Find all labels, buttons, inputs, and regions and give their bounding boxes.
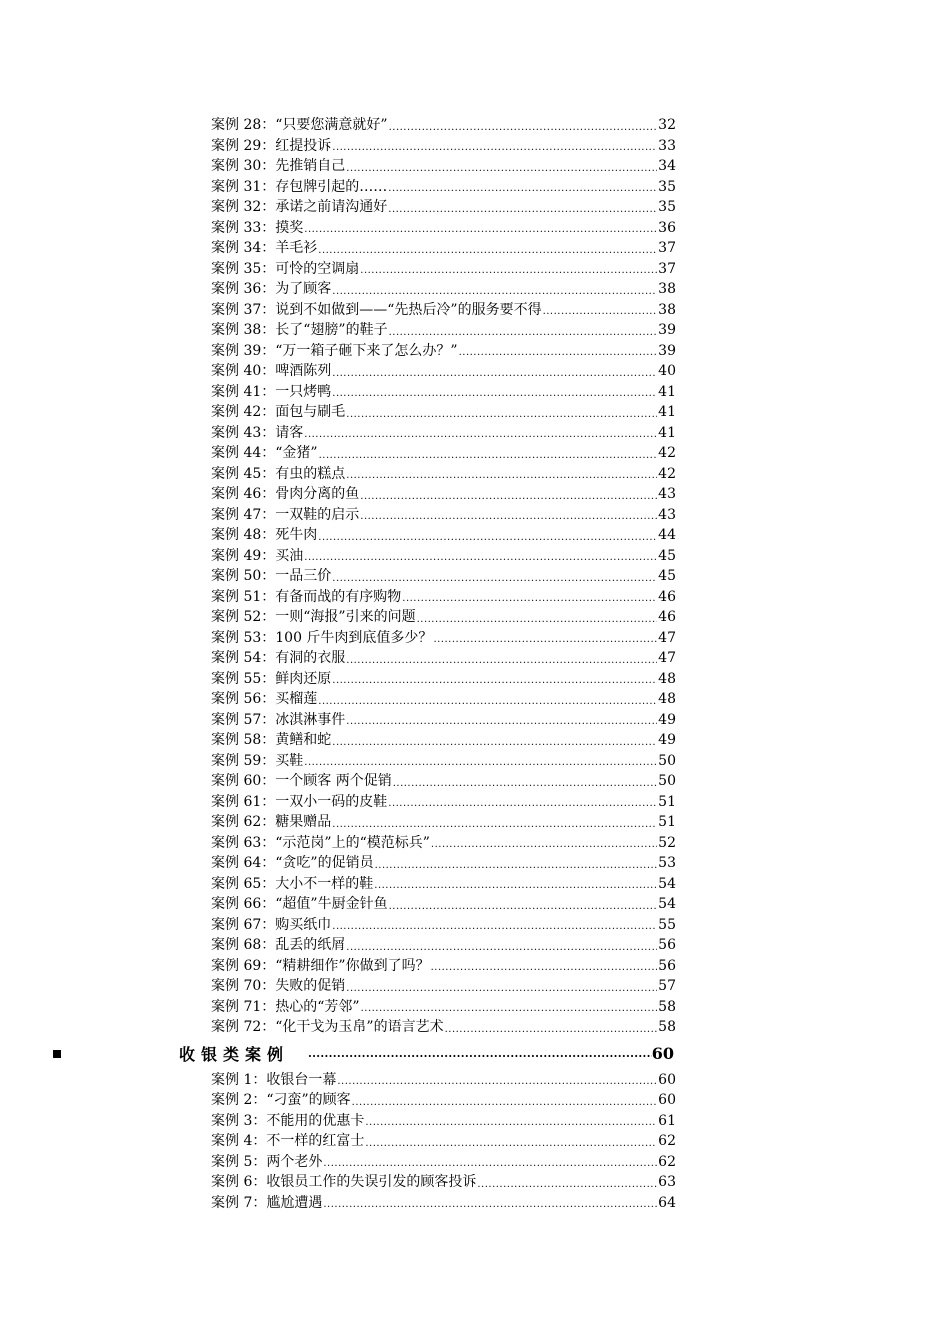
toc-entry-label: 案例 60：一个顾客 两个促销 (211, 773, 392, 789)
toc-entry[interactable] (211, 402, 676, 423)
dot-leader (308, 1047, 652, 1060)
toc-entry[interactable] (211, 566, 676, 587)
toc-entry-label: 案例 55：鲜肉还原 (211, 670, 332, 687)
dot-leader (346, 161, 657, 177)
toc-entry-label: 案例 44：“金猪” (211, 445, 318, 461)
dot-leader (346, 714, 657, 730)
toc-entry[interactable] (211, 997, 676, 1018)
toc-entry[interactable] (211, 115, 676, 136)
toc-entry-label: 案例 4：不一样的红富士 (211, 1133, 365, 1149)
toc-entry-page-number: 40 (658, 363, 676, 379)
toc-entry-page-number: 49 (658, 732, 676, 748)
toc-entry[interactable] (211, 730, 676, 751)
dot-leader (388, 796, 657, 812)
toc-entry-label: 案例 52：一则“海报”引来的问题 (211, 609, 416, 625)
toc-entry-label: 案例 58：黄鳝和蛇 (211, 732, 332, 748)
toc-entry-page-number: 50 (658, 752, 676, 769)
toc-entry[interactable] (211, 341, 676, 362)
toc-entry-label: 案例 2：“刁蛮”的顾客 (211, 1092, 351, 1108)
toc-entry-page-number: 39 (658, 322, 676, 338)
toc-entry[interactable] (211, 792, 676, 813)
toc-entry[interactable] (211, 1131, 676, 1152)
toc-entry-page-number: 45 (658, 547, 676, 564)
toc-entry-label: 案例 34：羊毛衫 (211, 240, 318, 256)
toc-entry-page-number: 54 (658, 896, 676, 912)
toc-entry-page-number: 46 (658, 609, 676, 625)
dot-leader (365, 1136, 657, 1152)
toc-entry[interactable] (211, 1152, 676, 1173)
toc-entry-label: 案例 64：“贪吃”的促销员 (211, 855, 374, 871)
toc-entry-page-number: 64 (658, 1194, 676, 1211)
toc-entry[interactable] (211, 648, 676, 669)
toc-entry-label: 案例 29：红提投诉 (211, 137, 332, 154)
dot-leader (318, 694, 657, 710)
toc-entry-page-number: 35 (658, 178, 676, 195)
toc-entry-page-number: 37 (658, 260, 676, 277)
toc-entry-label: 案例 6：收银员工作的失误引发的顾客投诉 (211, 1174, 477, 1190)
toc-entry-label: 案例 71：热心的“芳邻” (211, 998, 360, 1015)
dot-leader (346, 981, 657, 997)
dot-leader (332, 140, 657, 156)
dot-leader (319, 448, 658, 464)
toc-entry[interactable] (211, 607, 676, 628)
toc-entry[interactable] (211, 177, 676, 198)
toc-section-heading[interactable] (0, 1040, 676, 1068)
section-label: 收银类案例 (179, 1045, 290, 1064)
toc-entry-label: 案例 69：“精耕细作”你做到了吗？ (211, 957, 430, 974)
toc-entry-page-number: 62 (658, 1133, 676, 1149)
dot-leader (346, 468, 657, 484)
toc-entry[interactable] (211, 915, 676, 936)
dot-leader (332, 817, 657, 833)
toc-entry-page-number: 60 (658, 1071, 676, 1088)
toc-entry-page-number: 49 (658, 711, 676, 728)
toc-entry-page-number: 53 (658, 855, 676, 871)
toc-entry[interactable] (211, 197, 676, 218)
toc-entry-page-number: 63 (658, 1174, 676, 1190)
toc-entry-label: 案例 67：购买纸巾 (211, 916, 332, 933)
dot-leader (459, 345, 658, 361)
dot-leader (389, 120, 658, 136)
toc-entry-label: 案例 70：失败的促销 (211, 978, 346, 994)
toc-entry[interactable] (211, 238, 676, 259)
toc-entry-label: 案例 62：糖果赠品 (211, 814, 332, 830)
dot-leader (374, 878, 657, 894)
toc-entry-label: 案例 50：一品三价 (211, 568, 332, 584)
dot-leader (332, 284, 657, 300)
toc-entry-label: 案例 56：买榴莲 (211, 691, 318, 707)
dot-leader (388, 202, 657, 218)
dot-leader (332, 673, 657, 689)
toc-entry-label: 案例 63：“示范岗”上的“模范标兵” (211, 834, 430, 851)
toc-entry[interactable] (211, 1172, 676, 1193)
toc-entry-label: 案例 42：面包与刷毛 (211, 404, 346, 420)
toc-entry-label: 案例 61：一双小一码的皮鞋 (211, 793, 388, 810)
toc-entry-page-number: 41 (658, 383, 676, 400)
dot-leader (431, 837, 657, 853)
toc-entry-page-number: 46 (658, 588, 676, 605)
toc-entry-page-number: 58 (658, 1019, 676, 1035)
dot-leader (304, 427, 657, 443)
dot-leader (543, 304, 658, 320)
square-bullet-icon (53, 1050, 61, 1058)
dot-leader (431, 960, 658, 976)
section-page-number: 60 (651, 1044, 674, 1063)
toc-entry-page-number: 54 (658, 875, 676, 892)
toc-entry[interactable] (211, 853, 676, 874)
toc-entry[interactable] (211, 259, 676, 280)
toc-entry-label: 案例 28：“只要您满意就好” (211, 117, 388, 133)
toc-entry[interactable] (211, 136, 676, 157)
toc-entry-label: 案例 53：100 斤牛肉到底值多少？ (211, 629, 433, 646)
toc-entry-page-number: 51 (658, 814, 676, 830)
toc-entry-label: 案例 32：承诺之前请沟通好 (211, 199, 388, 215)
toc-entry-label: 案例 40：啤酒陈列 (211, 363, 332, 379)
dot-leader (417, 612, 658, 628)
dot-leader (332, 366, 657, 382)
toc-entry[interactable] (211, 156, 676, 177)
toc-entry-label: 案例 36：为了顾客 (211, 281, 332, 297)
dot-leader (360, 263, 657, 279)
toc-entry[interactable] (211, 443, 676, 464)
toc-entry-label: 案例 33：摸奖 (211, 219, 304, 236)
dot-leader (332, 919, 657, 935)
toc-entry[interactable] (211, 361, 676, 382)
toc-entry-page-number: 41 (658, 404, 676, 420)
dot-leader (304, 550, 657, 566)
dot-leader (318, 243, 657, 259)
table-of-contents (0, 115, 950, 1213)
toc-entry[interactable] (211, 874, 676, 895)
toc-entry-page-number: 43 (658, 486, 676, 502)
toc-entry-label: 案例 35：可怜的空调扇 (211, 260, 360, 277)
toc-entry-label: 案例 51：有备而战的有序购物 (211, 588, 402, 605)
toc-entry-page-number: 60 (658, 1092, 676, 1108)
toc-entry[interactable] (211, 300, 676, 321)
toc-entry-label: 案例 68：乱丢的纸屑 (211, 937, 346, 953)
toc-entry-label: 案例 39：“万一箱子砸下来了怎么办？” (211, 342, 458, 359)
toc-entry-page-number: 32 (658, 117, 676, 133)
toc-entry[interactable] (211, 587, 676, 608)
toc-entry[interactable] (211, 423, 676, 444)
toc-entry-page-number: 38 (658, 281, 676, 297)
toc-group-product-cases (0, 115, 950, 1038)
dot-leader (477, 1177, 657, 1193)
toc-group-cashier-cases (0, 1070, 950, 1214)
toc-entry-page-number: 61 (658, 1112, 676, 1129)
toc-entry-page-number: 34 (658, 158, 676, 174)
dot-leader (318, 530, 657, 546)
toc-entry-page-number: 51 (658, 793, 676, 810)
toc-entry[interactable] (211, 710, 676, 731)
toc-entry-page-number: 42 (658, 465, 676, 482)
toc-entry-label: 案例 5：两个老外 (211, 1153, 323, 1170)
toc-entry-label: 案例 45：有虫的糕点 (211, 465, 346, 482)
toc-entry-page-number: 47 (658, 629, 676, 646)
toc-entry-page-number: 44 (658, 527, 676, 543)
dot-leader (433, 632, 657, 648)
toc-entry[interactable] (211, 1111, 676, 1132)
toc-entry-page-number: 52 (658, 834, 676, 851)
toc-entry-page-number: 36 (658, 219, 676, 236)
toc-entry-page-number: 58 (658, 998, 676, 1015)
toc-entry-label: 案例 66：“超值”牛厨金针鱼 (211, 896, 388, 912)
toc-entry-label: 案例 72：“化干戈为玉帛”的语言艺术 (211, 1019, 444, 1035)
toc-entry[interactable] (211, 382, 676, 403)
toc-entry-page-number: 39 (658, 342, 676, 359)
dot-leader (323, 1156, 657, 1172)
toc-entry-page-number: 48 (658, 691, 676, 707)
toc-entry-page-number: 55 (658, 916, 676, 933)
dot-leader (375, 858, 658, 874)
dot-leader (445, 1022, 658, 1038)
dot-leader (304, 222, 657, 238)
toc-entry-page-number: 56 (658, 957, 676, 974)
toc-entry-page-number: 42 (658, 445, 676, 461)
toc-entry-page-number: 37 (658, 240, 676, 256)
toc-entry-page-number: 50 (658, 773, 676, 789)
toc-entry[interactable] (211, 935, 676, 956)
toc-entry-page-number: 41 (658, 424, 676, 441)
dot-leader (304, 755, 657, 771)
toc-entry-label: 案例 46：骨肉分离的鱼 (211, 486, 360, 502)
toc-entry[interactable] (211, 833, 676, 854)
toc-entry-page-number: 38 (658, 301, 676, 318)
toc-entry-label: 案例 47：一双鞋的启示 (211, 506, 360, 523)
dot-leader (337, 1074, 657, 1090)
dot-leader (346, 940, 657, 956)
toc-entry[interactable] (211, 525, 676, 546)
toc-entry-page-number: 45 (658, 568, 676, 584)
toc-entry-label: 案例 57：冰淇淋事件 (211, 711, 346, 728)
toc-entry-page-number: 43 (658, 506, 676, 523)
toc-entry-label: 案例 41：一只烤鸭 (211, 383, 332, 400)
dot-leader (323, 1197, 657, 1213)
toc-entry-label: 案例 37：说到不如做到——“先热后冷”的服务要不得 (211, 301, 542, 318)
toc-entry[interactable] (211, 771, 676, 792)
toc-entry[interactable] (211, 484, 676, 505)
toc-entry[interactable] (211, 320, 676, 341)
toc-entry[interactable] (211, 1017, 676, 1038)
toc-entry[interactable] (211, 464, 676, 485)
toc-entry[interactable] (211, 751, 676, 772)
toc-entry-label: 案例 3：不能用的优惠卡 (211, 1112, 365, 1129)
toc-entry-label: 案例 38：长了“翅膀”的鞋子 (211, 322, 388, 338)
toc-entry-page-number: 48 (658, 670, 676, 687)
toc-entry[interactable] (211, 689, 676, 710)
dot-leader (361, 1001, 658, 1017)
toc-entry[interactable] (211, 546, 676, 567)
dot-leader (346, 407, 657, 423)
toc-entry-label: 案例 30：先推销自己 (211, 158, 346, 174)
toc-entry-label: 案例 48：死牛肉 (211, 527, 318, 543)
toc-entry[interactable] (211, 218, 676, 239)
dot-leader (352, 1095, 658, 1111)
toc-entry-page-number: 57 (658, 978, 676, 994)
dot-leader (389, 899, 658, 915)
toc-entry-page-number: 35 (658, 199, 676, 215)
toc-entry[interactable] (211, 669, 676, 690)
toc-entry[interactable] (211, 1070, 676, 1091)
toc-entry-label: 案例 7：尴尬遭遇 (211, 1194, 323, 1211)
toc-entry-label: 案例 54：有洞的衣服 (211, 650, 346, 666)
dot-leader (365, 1115, 657, 1131)
toc-entry[interactable] (211, 812, 676, 833)
toc-entry[interactable] (211, 1090, 676, 1111)
dot-leader (402, 591, 657, 607)
toc-entry-label: 案例 65：大小不一样的鞋 (211, 875, 374, 892)
toc-entry-label: 案例 43：请客 (211, 424, 304, 441)
toc-entry[interactable] (211, 976, 676, 997)
dot-leader (393, 776, 657, 792)
dot-leader (360, 509, 657, 525)
dot-leader (346, 653, 657, 669)
toc-entry-page-number: 62 (658, 1153, 676, 1170)
dot-leader (360, 489, 657, 505)
dot-leader (332, 735, 657, 751)
toc-entry[interactable] (211, 956, 676, 977)
toc-entry[interactable] (211, 894, 676, 915)
toc-entry-page-number: 33 (658, 137, 676, 154)
dot-leader (332, 571, 657, 587)
toc-entry-label: 案例 31：存包牌引起的…… (211, 178, 388, 195)
toc-entry[interactable] (211, 505, 676, 526)
toc-entry-label: 案例 49：买油 (211, 547, 304, 564)
toc-entry-page-number: 56 (658, 937, 676, 953)
toc-entry-label: 案例 59：买鞋 (211, 752, 304, 769)
toc-entry-page-number: 47 (658, 650, 676, 666)
dot-leader (389, 325, 658, 341)
toc-entry-label: 案例 1：收银台一幕 (211, 1071, 337, 1088)
toc-entry[interactable] (211, 628, 676, 649)
toc-entry[interactable] (211, 279, 676, 300)
dot-leader (388, 181, 657, 197)
toc-entry[interactable] (211, 1193, 676, 1214)
dot-leader (332, 386, 657, 402)
